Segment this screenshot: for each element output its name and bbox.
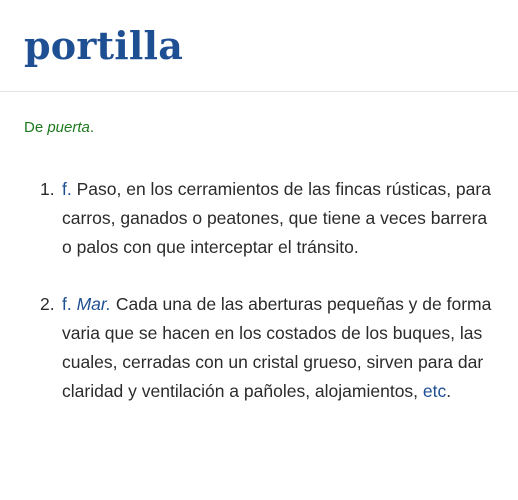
definition-2 [24, 290, 494, 406]
entry-word-title: portilla [24, 23, 184, 68]
etc-link[interactable]: etc [422, 381, 447, 401]
etymology-suffix: . [89, 119, 95, 136]
domain-abbr-marine[interactable]: Mar. [76, 294, 111, 314]
gram-abbr-feminine[interactable]: f. [62, 294, 72, 314]
gram-abbr-feminine[interactable]: f. [62, 179, 72, 199]
etymology [24, 118, 94, 138]
definition-text: Paso, en los cerramientos de las fincas rústicas, para carros, ganados o peatones, que tiene a veces barrera o palos con que interceptar el tránsito. [62, 179, 491, 257]
definition-number: 2. [40, 294, 55, 314]
etymology-prefix: De [24, 119, 48, 136]
definition-number: 1. [40, 179, 55, 199]
etymology-term: puerta [47, 119, 90, 136]
definition-text: Cada una de las aberturas pequeñas y de forma varia que se hacen en los costados de los buques, las cuales, cerradas con un cristal grueso, sirven para dar claridad y ventilación a pañoles, alojamientos, [62, 294, 492, 401]
entry-header [0, 0, 518, 92]
definitions-list [24, 175, 494, 406]
definition-1 [24, 175, 494, 262]
definition-end: . [446, 381, 452, 401]
